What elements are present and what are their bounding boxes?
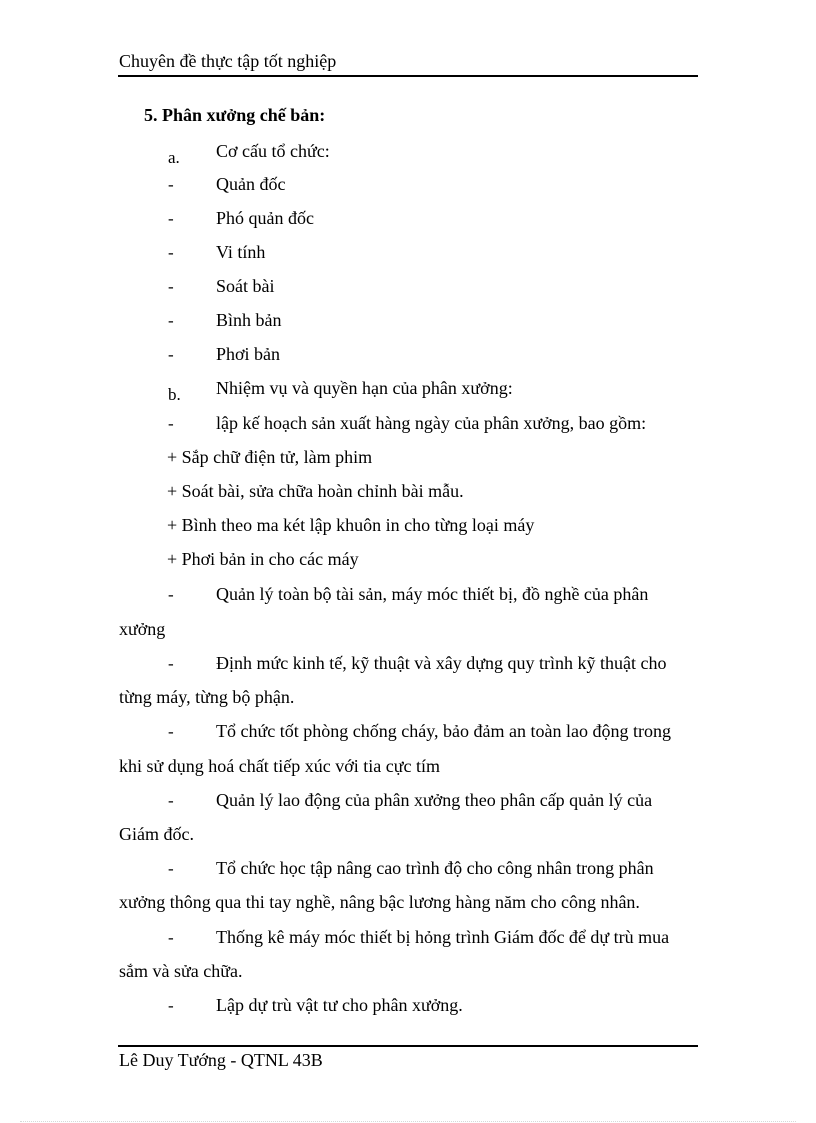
page-bottom-border	[20, 1121, 796, 1122]
bullet-dash: -	[168, 209, 174, 228]
bullet-dash: -	[168, 791, 174, 810]
list-item: Quản đốc	[216, 174, 286, 194]
duty-paragraph-rest: Giám đốc.	[119, 824, 194, 844]
bullet-dash: -	[168, 654, 174, 673]
duty-paragraph-first: Định mức kinh tế, kỹ thuật và xây dựng quy trình kỹ thuật cho	[216, 653, 667, 673]
bullet-dash: -	[168, 585, 174, 604]
list-marker-b: b.	[168, 385, 181, 404]
bullet-dash: -	[168, 175, 174, 194]
list-item: Vi tính	[216, 242, 266, 262]
bullet-dash: -	[168, 928, 174, 947]
bullet-dash: -	[168, 859, 174, 878]
plan-subitem: + Soát bài, sửa chữa hoàn chỉnh bài mẫu.	[167, 481, 464, 501]
bullet-dash: -	[168, 996, 174, 1015]
bullet-dash: -	[168, 311, 174, 330]
plan-paragraph: lập kế hoạch sản xuất hàng ngày của phân xưởng, bao gồm:	[216, 413, 647, 433]
plan-subitem: + Phơi bản in cho các máy	[167, 549, 359, 569]
duty-paragraph-first: Tổ chức học tập nâng cao trình độ cho công nhân trong phân	[216, 858, 654, 878]
duty-paragraph-rest: sắm và sửa chữa.	[119, 961, 243, 981]
duty-paragraph-rest: khi sử dụng hoá chất tiếp xúc với tia cực tím	[119, 756, 440, 776]
duty-last-item: Lập dự trù vật tư cho phân xưởng.	[216, 995, 463, 1015]
list-item: Phơi bản	[216, 344, 281, 364]
list-marker-a: a.	[168, 148, 180, 167]
list-item: Phó quản đốc	[216, 208, 314, 228]
section-heading: 5. Phân xưởng chế bản:	[144, 105, 326, 125]
bullet-dash: -	[168, 414, 174, 433]
duty-paragraph-first: Quản lý lao động của phân xưởng theo phân cấp quản lý của	[216, 790, 653, 810]
bullet-dash: -	[168, 722, 174, 741]
duty-paragraph-rest: từng máy, từng bộ phận.	[119, 687, 295, 707]
duty-paragraph-rest: xưởng thông qua thi tay nghề, nâng bậc lương hàng năm cho công nhân.	[119, 892, 640, 912]
duty-paragraph-first: Tổ chức tốt phòng chống cháy, bảo đảm an toàn lao động trong	[216, 721, 671, 741]
duty-paragraph-first: Quản lý toàn bộ tài sản, máy móc thiết bị, đồ nghề của phân	[216, 584, 649, 604]
plan-subitem: + Bình theo ma két lập khuôn in cho từng loại máy	[167, 515, 535, 535]
list-item: Bình bản	[216, 310, 282, 330]
duty-paragraph-rest: xưởng	[119, 619, 166, 639]
header-divider	[118, 75, 698, 77]
list-item: Soát bài	[216, 276, 275, 296]
bullet-dash: -	[168, 277, 174, 296]
bullet-dash: -	[168, 345, 174, 364]
duty-paragraph-first: Thống kê máy móc thiết bị hỏng trình Giám đốc để dự trù mua	[216, 927, 670, 947]
footer-divider	[118, 1045, 698, 1047]
duties-title: Nhiệm vụ và quyền hạn của phân xưởng:	[216, 378, 513, 398]
plan-subitem: + Sắp chữ điện tử, làm phim	[167, 447, 373, 467]
page-footer-author: Lê Duy Tướng - QTNL 43B	[119, 1050, 323, 1070]
page-header-title: Chuyên đề thực tập tốt nghiệp	[119, 51, 337, 71]
bullet-dash: -	[168, 243, 174, 262]
org-structure-title: Cơ cấu tổ chức:	[216, 141, 330, 161]
